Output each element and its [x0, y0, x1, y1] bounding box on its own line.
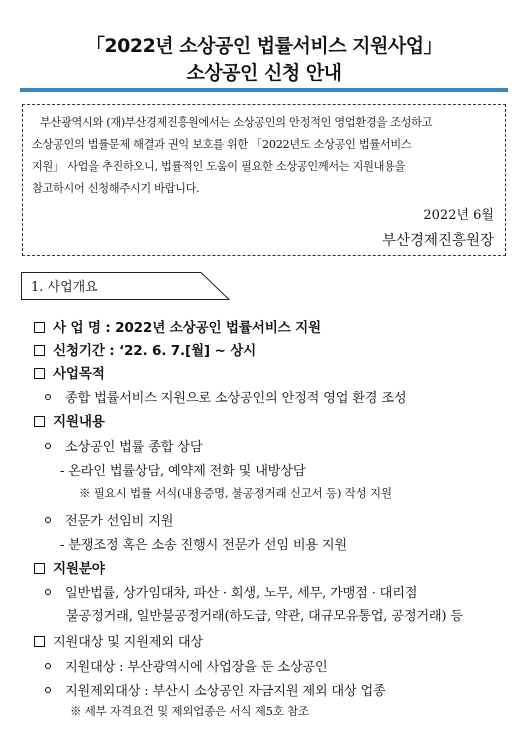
target-item-1: 지원대상 : 부산광역시에 사업장을 둔 소상공인 [45, 656, 327, 675]
support-item-1-sub: - 온라인 법률상담, 예약제 전화 및 내방상담 [60, 464, 306, 479]
support-item-2-sub: - 분쟁조정 혹은 소송 진행시 전문가 선임 비용 지원 [60, 538, 347, 553]
square-bullet-icon [34, 563, 45, 574]
square-bullet-icon [34, 636, 45, 647]
support-item-1: 소상공인 법률 종합 상담 [45, 436, 202, 455]
notice-line: 소상공인의 법률문제 해결과 권익 보호를 위한 「2022년도 소상공인 법률서비스 [32, 138, 412, 151]
target-note: ※ 세부 자격요건 및 제외업종은 서식 제5호 참조 [70, 704, 309, 718]
field-title: 지원분야 [34, 557, 105, 577]
target-item-2: 지원제외대상 : 부산시 소상공인 자금지원 제외 대상 업종 [45, 680, 386, 699]
notice-date: 2022년 6월 [423, 208, 494, 223]
field-item-line1: 일반법률, 상가임대차, 파산 · 회생, 노무, 세무, 가맹점 · 대리점 [45, 582, 417, 601]
page-title-line1: 「2022년 소상공인 법률서비스 지원사업」 [85, 35, 443, 57]
notice-box [22, 104, 506, 256]
square-bullet-icon [34, 416, 45, 427]
purpose-item: 종합 법률서비스 지원으로 소상공인의 안정적 영업 환경 조성 [45, 387, 406, 406]
square-bullet-icon [34, 345, 45, 356]
circle-bullet-icon [45, 687, 51, 693]
square-bullet-icon [34, 322, 45, 333]
square-bullet-icon [34, 368, 45, 379]
notice-line: 참고하시어 신청해주시기 바랍니다. [32, 182, 200, 195]
field-item-line2: 불공정거래, 일반불공정거래(하도급, 약관, 대규모유통업, 공정거래) 등 [66, 609, 463, 624]
notice-line: 지원」 사업을 추진하오니, 법률적인 도움이 필요한 소상공인께서는 지원내용을 [32, 160, 406, 173]
target-title: 지원대상 및 지원제외 대상 [34, 631, 203, 650]
title-underline-bar [20, 88, 508, 92]
notice-line: 부산광역시와 (재)부산경제진흥원에서는 소상공인의 안정적인 영업환경을 조성하고 [40, 116, 433, 129]
circle-bullet-icon [45, 394, 51, 400]
overview-period: 신청기간 : ‘22. 6. 7.[월] ~ 상시 [34, 339, 256, 359]
support-item-1-note: ※ 필요시 법률 서식(내용증명, 불공정거래 신고서 등) 작성 지원 [79, 486, 392, 500]
circle-bullet-icon [45, 443, 51, 449]
notice-text [32, 112, 498, 200]
section-heading-box [21, 272, 225, 298]
circle-bullet-icon [45, 589, 51, 595]
purpose-title: 사업목적 [34, 362, 105, 382]
support-title: 지원내용 [34, 410, 105, 430]
section-heading: 1. 사업개요 [31, 280, 98, 295]
overview-name: 사 업 명 : 2022년 소상공인 법률서비스 지원 [34, 316, 321, 336]
circle-bullet-icon [45, 517, 51, 523]
support-item-2: 전문가 선임비 지원 [45, 510, 173, 529]
notice-signature: 부산경제진흥원장 [381, 233, 494, 249]
circle-bullet-icon [45, 663, 51, 669]
page-title-line2: 소상공인 신청 안내 [186, 62, 342, 84]
